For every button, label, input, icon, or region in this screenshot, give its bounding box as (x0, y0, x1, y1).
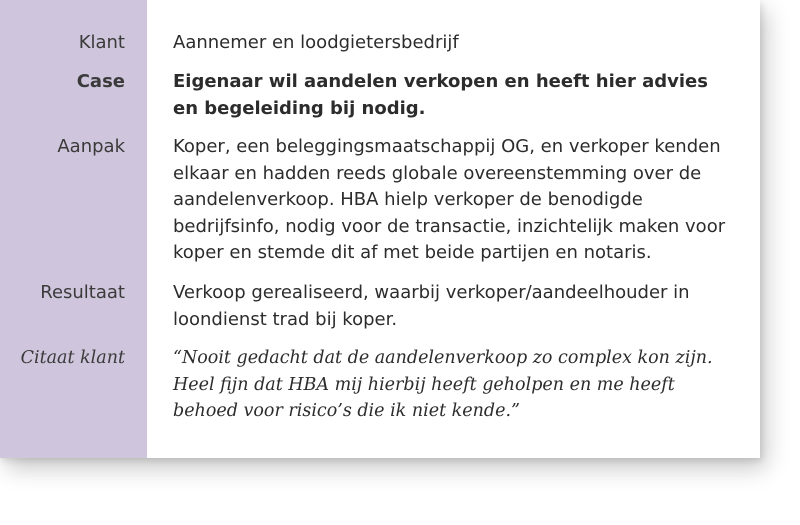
citaat-value: “Nooit gedacht dat de aandelenverkoop zo complex kon zijn. Heel fijn dat HBA mij hierbij heeft geholpen en me heeft behoed voor risico’s die ik niet kende.” (173, 348, 713, 421)
klant-label: Klant (78, 32, 125, 53)
case-label: Case (76, 71, 125, 92)
case-value: Eigenaar wil aandelen verkopen en heeft hier advies en begeleiding bij nodig. (173, 71, 708, 119)
aanpak-label: Aanpak (57, 136, 125, 157)
resultaat-label: Resultaat (40, 282, 125, 303)
resultaat-value: Verkoop gerealiseerd, waarbij verkoper/aandeelhouder in loondienst trad bij koper. (173, 282, 690, 330)
aanpak-value: Koper, een beleggingsmaatschappij OG, en verkoper kenden elkaar en hadden reeds globale overeenstemming over de aandelenverkoop. HBA hielp verkoper de benodigde bedrijfsinfo, nodig voor de transactie, inzichtelijk maken voor koper en stemde dit af met beide partijen en notaris. (173, 136, 726, 263)
citaat-label: Citaat klant (20, 348, 125, 368)
klant-value: Aannemer en loodgietersbedrijf (173, 32, 459, 53)
